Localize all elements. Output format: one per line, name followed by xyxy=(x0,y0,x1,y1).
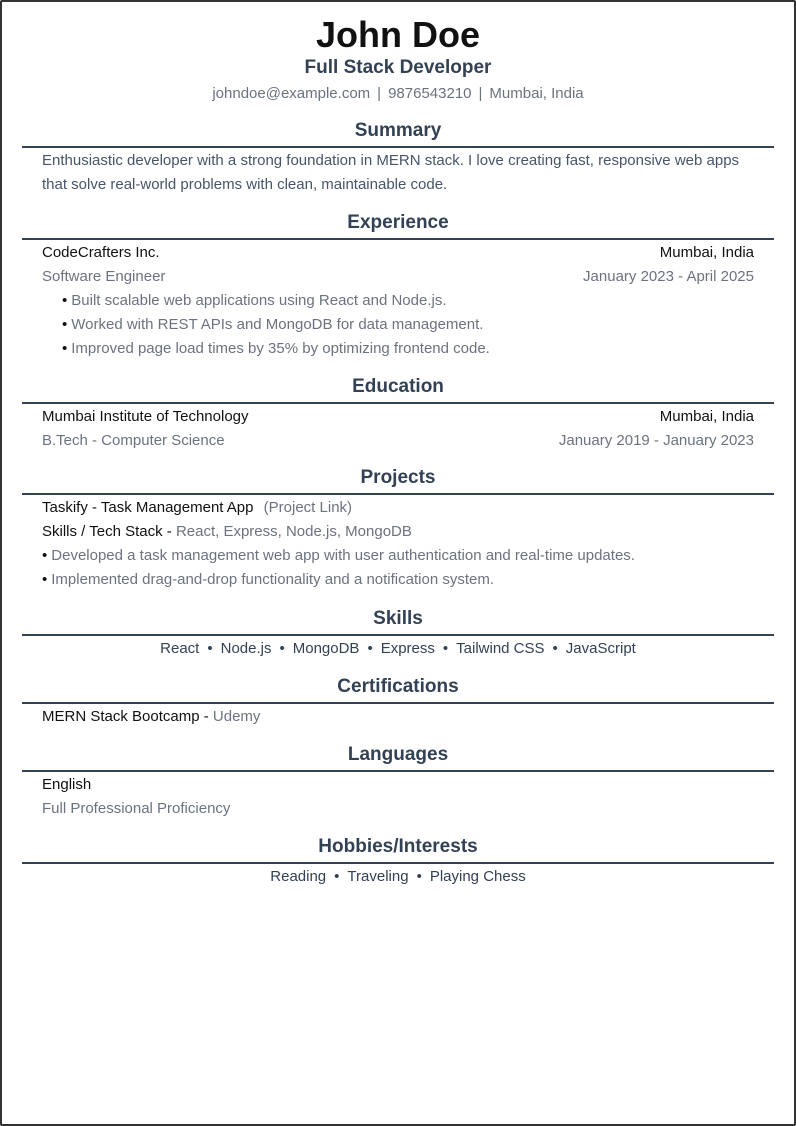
education-degree: B.Tech - Computer Science xyxy=(42,432,225,449)
list-item: • Built scalable web applications using React and Node.js. xyxy=(62,292,447,309)
section-title: Projects xyxy=(360,467,436,488)
summary-section xyxy=(2,119,794,197)
certification-dash: - xyxy=(199,708,213,725)
project-link[interactable]: (Project Link) xyxy=(263,499,353,516)
skill-item: JavaScript xyxy=(565,640,636,657)
skill-item: Tailwind CSS xyxy=(456,640,545,657)
certifications-section xyxy=(2,675,794,729)
list-item: • Improved page load times by 35% by optimizing frontend code. xyxy=(62,340,490,357)
contact-separator: | xyxy=(377,85,382,102)
section-title: Languages xyxy=(347,744,449,765)
section-title: Certifications xyxy=(337,676,459,697)
education-location: Mumbai, India xyxy=(659,408,754,425)
section-title: Summary xyxy=(354,120,442,141)
experience-section xyxy=(2,211,794,361)
certification-name: MERN Stack Bootcamp xyxy=(42,708,200,725)
contact-phone[interactable]: 9876543210 xyxy=(388,85,472,102)
list-item: • Worked with REST APIs and MongoDB for data management. xyxy=(62,316,484,333)
language-name: English xyxy=(42,776,92,793)
candidate-role: Full Stack Developer xyxy=(304,57,492,78)
education-section xyxy=(2,375,794,453)
contact-email[interactable]: johndoe@example.com xyxy=(212,85,371,102)
contact-line xyxy=(2,84,794,104)
hobbies-list: Reading • Traveling • Playing Chess xyxy=(270,868,526,885)
project-name: Taskify - Task Management App xyxy=(42,499,254,516)
language-proficiency: Full Professional Proficiency xyxy=(42,800,231,817)
summary-text: Enthusiastic developer with a strong foundation in MERN stack. I love creating fast, responsive web apps that solve real-world problems with clean, maintainable code. xyxy=(42,152,740,193)
skill-item: React xyxy=(160,640,200,657)
skills-list: React • Node.js • MongoDB • Express • Tailwind CSS • JavaScript xyxy=(160,640,636,657)
experience-location: Mumbai, India xyxy=(659,244,754,261)
section-title: Skills xyxy=(373,608,423,629)
hobby-item: Playing Chess xyxy=(429,868,526,885)
candidate-name: John Doe xyxy=(315,14,480,55)
contact-location: Mumbai, India xyxy=(489,85,584,102)
hobby-item: Traveling xyxy=(347,868,409,885)
skill-item: Node.js xyxy=(220,640,272,657)
list-item: • Developed a task management web app with user authentication and real-time updates. xyxy=(42,547,635,564)
education-dates: January 2019 - January 2023 xyxy=(558,432,754,449)
hobbies-section xyxy=(2,835,794,889)
skills-section xyxy=(2,607,794,661)
experience-position: Software Engineer xyxy=(42,268,166,285)
section-title: Education xyxy=(352,376,444,397)
education-institution: Mumbai Institute of Technology xyxy=(42,408,249,425)
projects-section xyxy=(2,466,794,592)
project-stack: React, Express, Node.js, MongoDB xyxy=(175,523,412,540)
experience-bullets xyxy=(42,289,754,361)
experience-company: CodeCrafters Inc. xyxy=(42,244,160,261)
languages-section xyxy=(2,743,794,821)
contact-separator: | xyxy=(478,85,483,102)
resume-header xyxy=(2,2,794,104)
skill-item: MongoDB xyxy=(292,640,360,657)
skill-item: Express xyxy=(380,640,435,657)
project-stack-label: Skills / Tech Stack - xyxy=(42,523,176,540)
certification-issuer: Udemy xyxy=(212,708,261,725)
section-title: Experience xyxy=(347,212,449,233)
section-title: Hobbies/Interests xyxy=(318,836,478,857)
list-item: • Implemented drag-and-drop functionality and a notification system. xyxy=(42,571,495,588)
hobby-item: Reading xyxy=(270,868,327,885)
experience-dates: January 2023 - April 2025 xyxy=(583,268,754,285)
